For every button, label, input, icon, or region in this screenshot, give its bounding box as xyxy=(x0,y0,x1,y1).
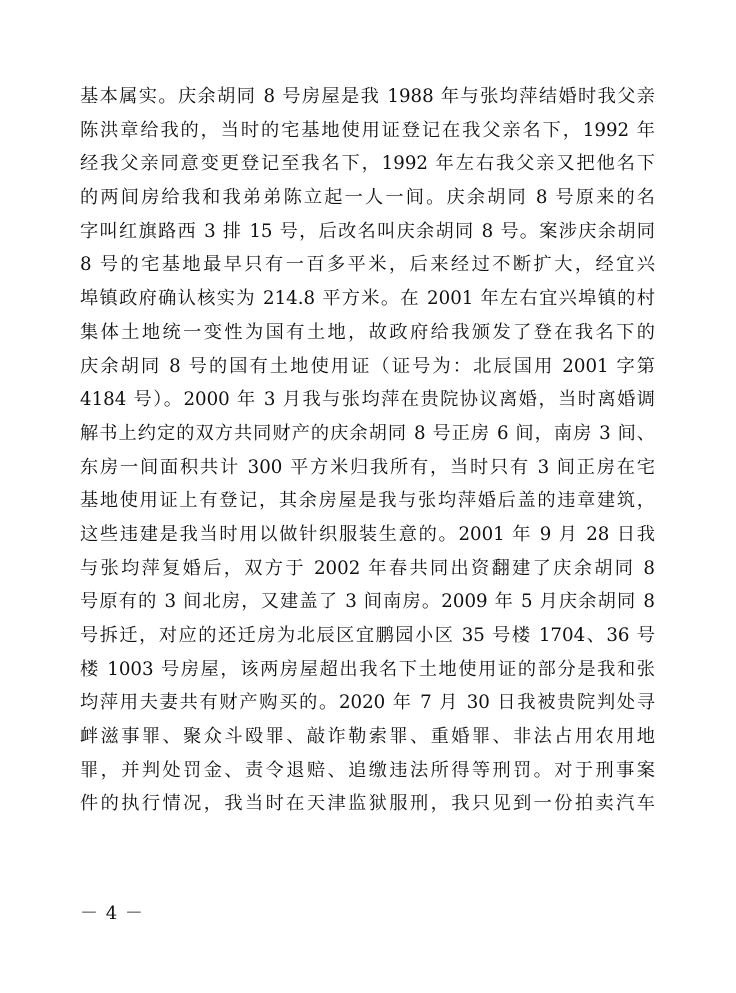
text-line: 衅滋事罪、聚众斗殴罪、敲诈勒索罪、重婚罪、非法占用农用地 xyxy=(80,726,655,748)
text-line: 经我父亲同意变更登记至我名下，1992 年左右我父亲又把他名下 xyxy=(80,153,655,175)
text-line: 解书上约定的双方共同财产的庆余胡同 8 号正房 6 间，南房 3 间、 xyxy=(80,422,655,444)
text-line: 8 号的宅基地最早只有一百多平米，后来经过不断扩大，经宜兴 xyxy=(80,254,655,276)
text-line: 东房一间面积共计 300 平方米归我所有，当时只有 3 间正房在宅 xyxy=(80,456,655,478)
text-line: 陈洪章给我的，当时的宅基地使用证登记在我父亲名下，1992 年 xyxy=(80,119,655,141)
text-line: 号拆迁，对应的还迁房为北辰区宜鹏园小区 35 号楼 1704、36 号 xyxy=(80,625,655,646)
text-line: 件的执行情况，我当时在天津监狱服刑，我只见到一份拍卖汽车 xyxy=(80,793,655,815)
text-line: 楼 1003 号房屋，该两房屋超出我名下土地使用证的部分是我和张 xyxy=(80,658,655,680)
body-text xyxy=(80,80,655,821)
text-line: 均萍用夫妻共有财产购买的。2020 年 7 月 30 日我被贵院判处寻 xyxy=(80,692,655,714)
text-line: 的两间房给我和我弟弟陈立起一人一间。庆余胡同 8 号原来的名 xyxy=(80,187,655,209)
text-line: 基本属实。庆余胡同 8 号房屋是我 1988 年与张均萍结婚时我父亲 xyxy=(80,86,655,107)
text-line: 庆余胡同 8 号的国有土地使用证（证号为：北辰国用 2001 字第 xyxy=(80,355,655,377)
text-line: 与张均萍复婚后，双方于 2002 年春共同出资翻建了庆余胡同 8 xyxy=(80,557,655,579)
text-line: 这些违建是我当时用以做针织服装生意的。2001 年 9 月 28 日我 xyxy=(80,523,655,545)
text-line: 字叫红旗路西 3 排 15 号，后改名叫庆余胡同 8 号。案涉庆余胡同 xyxy=(80,220,655,242)
text-line: 罪，并判处罚金、责令退赔、追缴违法所得等刑罚。对于刑事案 xyxy=(80,759,655,781)
text-line: 号原有的 3 间北房，又建盖了 3 间南房。2009 年 5 月庆余胡同 8 xyxy=(80,591,655,613)
text-line: 基地使用证上有登记，其余房屋是我与张均萍婚后盖的违章建筑， xyxy=(80,490,655,512)
text-line: 4184 号）。2000 年 3 月我与张均萍在贵院协议离婚，当时离婚调 xyxy=(80,389,655,411)
text-line: 埠镇政府确认核实为 214.8 平方米。在 2001 年左右宜兴埠镇的村 xyxy=(80,288,655,310)
text-line: 集体土地统一变性为国有土地，故政府给我颁发了登在我名下的 xyxy=(80,321,655,343)
page-number: － 4 － xyxy=(80,903,144,924)
